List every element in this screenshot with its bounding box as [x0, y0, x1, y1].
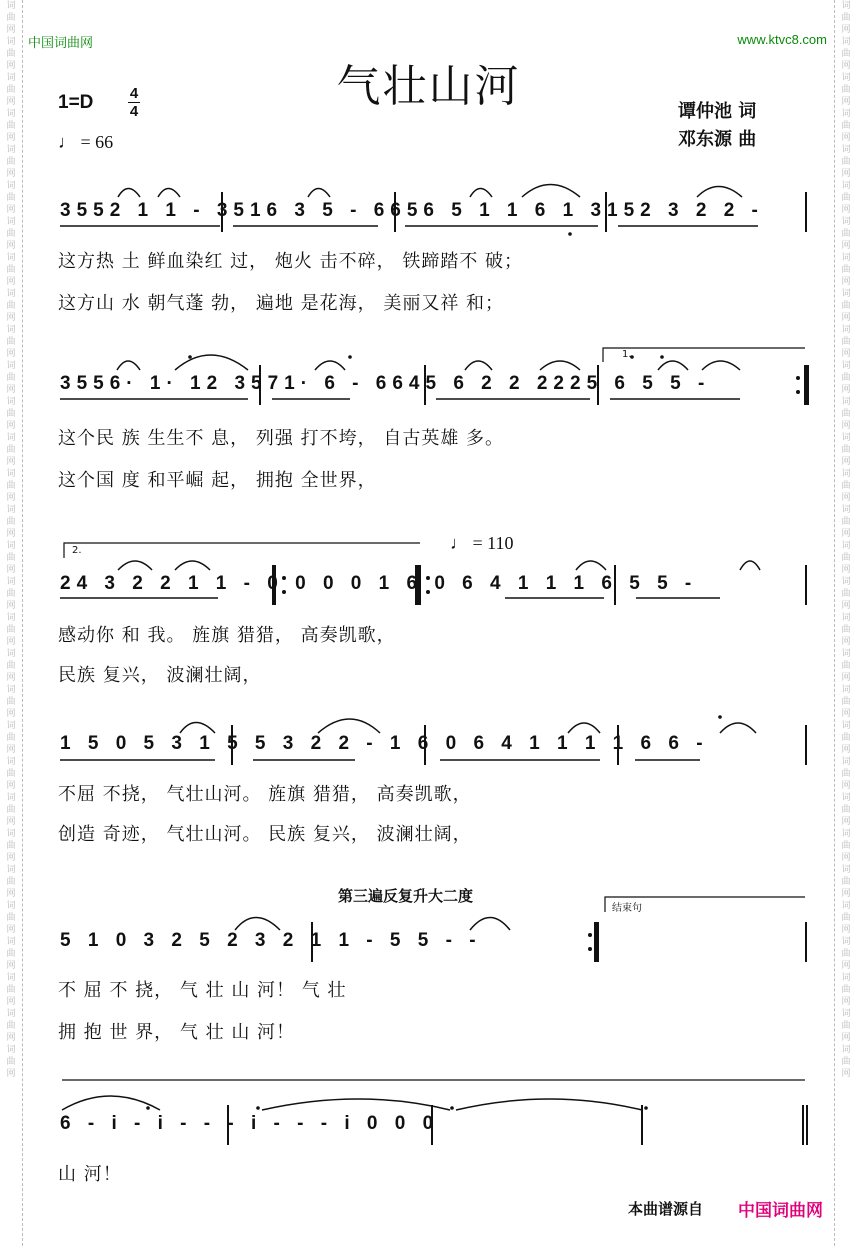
footer-site-link[interactable]: 中国词曲网 [738, 1201, 823, 1221]
volta-2-label: 2. [72, 545, 82, 556]
song-title: 气壮山河 [336, 61, 521, 112]
key-signature: 1=D [58, 92, 94, 113]
lyrics-row-5-verse-1: 不 屈 不 挠， 气 壮 山 河！ 气 壮 [58, 980, 347, 1001]
lyrics-row-2-verse-1: 这个民 族 生生不 息， 列强 打不垮， 自古英雄 多。 [58, 428, 505, 449]
notes-row-2: 3556· 1· 12 3571· 6 - 6645 6 2 2 2225 6 5 5 - [60, 373, 711, 394]
left-watermark-column: 词 曲 网 词 曲 网 词 曲 网 词 曲 网 词 曲 网 词 曲 网 词 曲 网 词 曲 网 词 曲 网 词 曲 网 词 曲 网 词 曲 网 词 曲 网 词 曲 网 词 曲 网 词 曲 网 词 曲 网 词 曲 网 词 曲 网 词 曲 网 词 曲 网 词 曲 网 词 曲 网 词 曲 网 词 曲 网 词 曲 网 词 曲 网 词 曲 网 词 曲 网 词 曲 网 [0, 0, 23, 1246]
lyrics-row-5-verse-2: 拥 抱 世 界， 气 壮 山 河！ [58, 1022, 296, 1043]
repeat-instruction: 第三遍反复升大二度 [338, 887, 474, 905]
site-url-top-right[interactable]: www.ktvc8.com [737, 32, 827, 47]
lyrics-row-4-verse-2: 创造 奇迹， 气壮山河。 民族 复兴， 波澜壮阔， [58, 824, 472, 845]
tempo-marking-2: ♩ = 110 [450, 533, 514, 553]
ending-label: 结束句 [612, 903, 642, 914]
lyrics-row-4-verse-1: 不屈 不挠， 气壮山河。 旌旗 猎猎， 高奏凯歌， [58, 784, 472, 805]
tempo-marking-1: ♩ = 66 [58, 132, 114, 152]
volta-1-label: 1. [622, 349, 632, 360]
lyricist-credit: 谭仲池 词 [678, 101, 757, 122]
notes-row-5: 5 1 0 3 2 5 2 3 2 1 1 - 5 5 - - [60, 930, 482, 951]
lyrics-row-1-verse-1: 这方热 土 鲜血染红 过， 炮火 击不碎， 铁蹄踏不 破； [58, 251, 524, 272]
composer-credit: 邓东源 曲 [678, 129, 757, 150]
lyrics-row-3-verse-1: 感动你 和 我。 旌旗 猎猎， 高奏凯歌， [58, 625, 396, 646]
meter-bottom: 4 [129, 103, 139, 120]
lyrics-row-1-verse-2: 这方山 水 朝气蓬 勃， 遍地 是花海， 美丽又祥 和； [58, 293, 505, 314]
notes-row-6: 6 - i - i - - - i - - - i 0 0 0 [60, 1113, 440, 1134]
notes-row-1: 3552 1 1 - 3516 3 5 - 6656 5 1 1 6 1 3152 3 2 2 - [60, 200, 764, 221]
lyrics-row-2-verse-2: 这个国 度 和平崛 起， 拥抱 全世界， [58, 470, 377, 491]
lyrics-row-3-verse-2: 民族 复兴， 波澜壮阔， [58, 665, 262, 686]
site-name-top-left[interactable]: 中国词曲网 [28, 36, 94, 51]
notes-row-4: 1 5 0 5 3 1 5 5 3 2 2 - 1 6 0 6 4 1 1 1 1 6 6 - [60, 733, 709, 754]
right-watermark-column: 词 曲 网 词 曲 网 词 曲 网 词 曲 网 词 曲 网 词 曲 网 词 曲 网 词 曲 网 词 曲 网 词 曲 网 词 曲 网 词 曲 网 词 曲 网 词 曲 网 词 曲 网 词 曲 网 词 曲 网 词 曲 网 词 曲 网 词 曲 网 词 曲 网 词 曲 网 词 曲 网 词 曲 网 词 曲 网 词 曲 网 词 曲 网 词 曲 网 词 曲 网 词 曲 网 [834, 0, 857, 1246]
meter-top: 4 [129, 85, 139, 102]
footer-source-text: 本曲谱源自 [628, 1200, 704, 1218]
lyrics-row-6: 山 河！ [58, 1164, 122, 1185]
notes-row-3: 24 3 2 2 1 1 - 0 0 0 0 1 6 0 6 4 1 1 1 6 5 5 - [60, 573, 698, 594]
